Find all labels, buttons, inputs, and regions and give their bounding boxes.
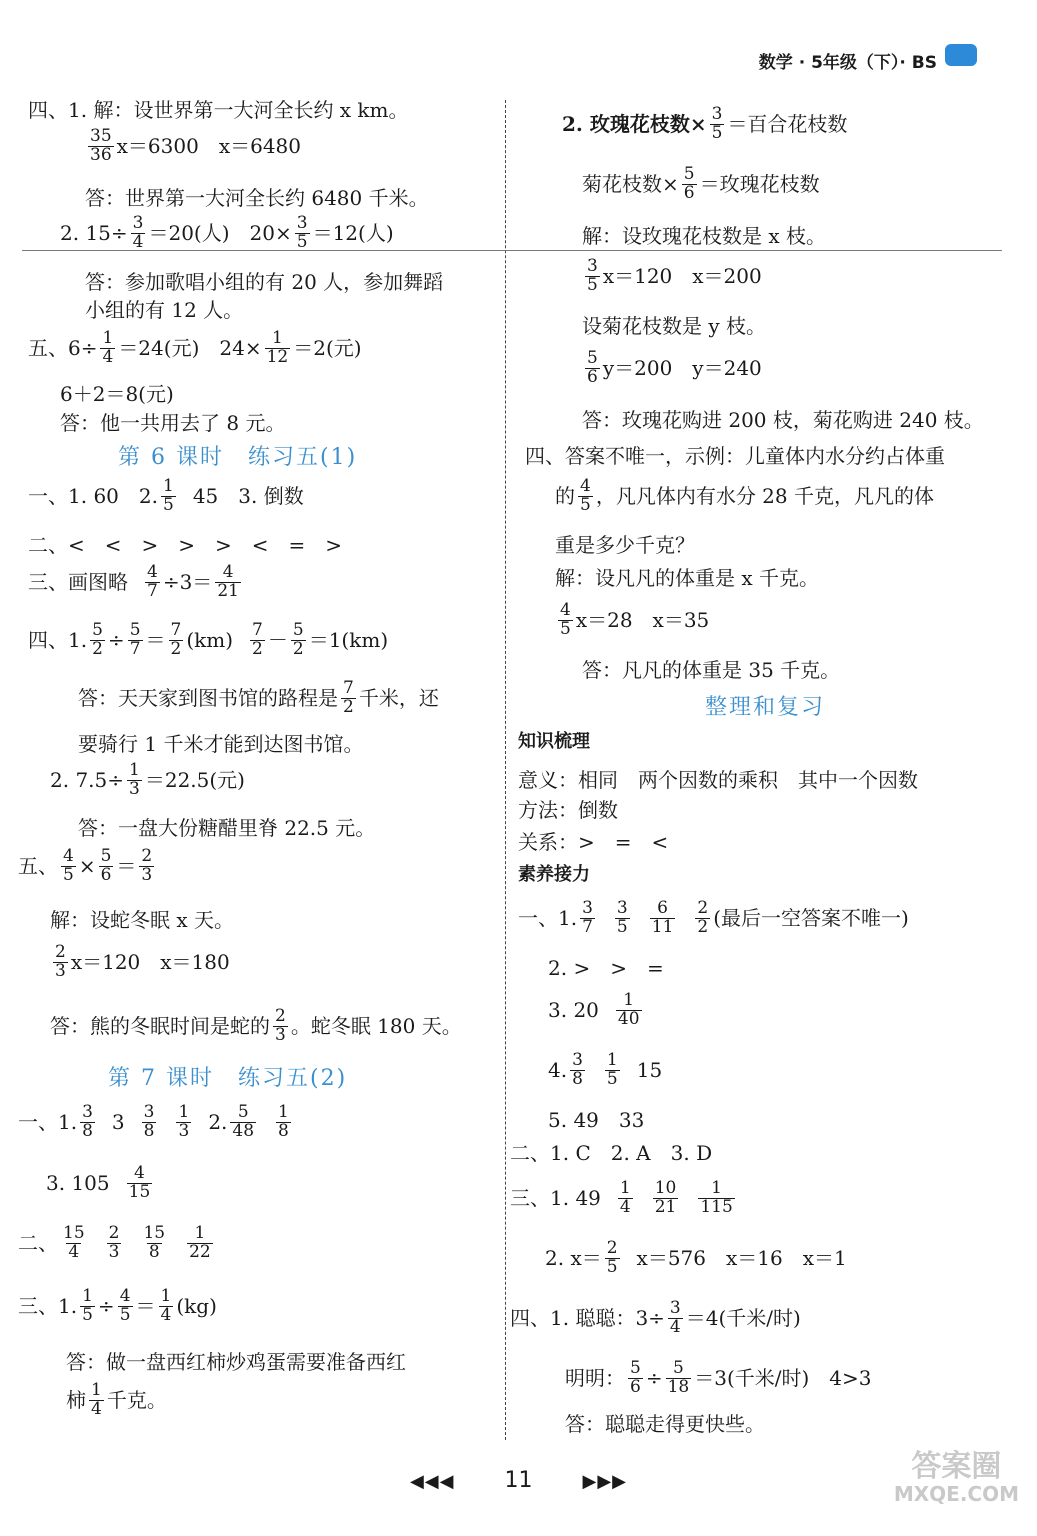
fraction: $\frac{4}{5}$ [560, 600, 571, 639]
fraction: $\frac{1}{3}$ [129, 760, 140, 799]
fraction: $\frac{3}{8}$ [572, 1050, 583, 1089]
horizontal-rule [22, 250, 1002, 251]
right-line-21: 5. 49 33 [548, 1108, 645, 1132]
fraction: $\frac{5}{6}$ [683, 164, 695, 203]
page-footer [0, 1468, 1037, 1493]
left-line-27: 柿 $\frac{1}{4}$ 千克。 [66, 1380, 167, 1419]
fraction: $\frac{3}{5}$ [616, 898, 628, 937]
fraction: $\frac{3}{5}$ [711, 104, 723, 143]
fraction: $\frac{5}{48}$ [232, 1102, 255, 1141]
fraction: $\frac{10}{21}$ [654, 1178, 677, 1217]
left-line-15: 要骑行 1 千米才能到达图书馆。 [78, 732, 364, 756]
fraction: $\frac{2}{5}$ [606, 1238, 618, 1277]
next-arrows-icon: ▶▶▶ [582, 1471, 628, 1492]
right-line-10: 重是多少千克？ [555, 533, 695, 557]
left-line-23: 3. 105 $\frac{4}{15}$ [46, 1163, 151, 1202]
left-line-10: 一、1. 60 2. $\frac{1}{5}$ 45 3. 倒数 [28, 476, 304, 515]
fraction: $\frac{1}{5}$ [606, 1050, 618, 1089]
fraction: $\frac{1}{5}$ [162, 476, 174, 515]
right-line-5: 设菊花枝数是 y 枝。 [582, 314, 767, 338]
right-line-25: 四、1. 聪聪：3÷ $\frac{3}{4}$ ＝4(千米/时) [510, 1298, 801, 1337]
left-line-20: $\frac{2}{3}$ x＝120 x＝180 [55, 942, 230, 981]
right-line-11: 解：设凡凡的体重是 x 千克。 [555, 566, 819, 590]
right-line-7: 答：玫瑰花购进 200 枝，菊花购进 240 枝。 [582, 408, 984, 432]
fraction: $\frac{5}{18}$ [667, 1358, 690, 1397]
left-line-2: $\frac{35}{36}$ x＝6300 x＝6480 [90, 126, 301, 165]
right-line-12: $\frac{4}{5}$ x＝28 x＝35 [560, 600, 710, 639]
section-title-review: 整理和复习 [705, 695, 826, 720]
fraction: $\frac{2}{3}$ [55, 942, 66, 981]
fraction: $\frac{1}{4}$ [619, 1178, 631, 1217]
left-line-18: 五、 $\frac{4}{5}$ × $\frac{5}{6}$ ＝ $\frac{2}{3}$ [18, 846, 153, 885]
column-divider [505, 100, 506, 1440]
left-line-21: 答：熊的冬眠时间是蛇的 $\frac{2}{3}$ 。蛇冬眠 180 天。 [50, 1006, 462, 1045]
right-line-17: 一、1. $\frac{3}{7}$ $\frac{3}{5}$ $\frac{6}{11}$ $\frac{2}{2}$ (最后一空答案不唯一) [518, 898, 909, 937]
fraction: $\frac{5}{6}$ [630, 1358, 641, 1397]
left-line-1: 四、1. 解：设世界第一大河全长约 x km。 [28, 98, 409, 122]
left-line-12: 三、画图略 $\frac{4}{7}$ ÷3＝ $\frac{4}{21}$ [28, 562, 239, 601]
fraction: $\frac{3}{4}$ [132, 213, 144, 252]
fraction: $\frac{3}{8}$ [82, 1102, 93, 1141]
fraction: $\frac{15}{4}$ [63, 1223, 85, 1262]
right-line-14: 意义：相同 两个因数的乘积 其中一个因数 [518, 768, 918, 792]
fraction: $\frac{1}{4}$ [160, 1286, 172, 1325]
section-title-lesson-7: 第 7 课时 练习五(2) [108, 1066, 348, 1091]
fraction: $\frac{4}{5}$ [119, 1286, 131, 1325]
left-line-4: 2. 15÷ $\frac{3}{4}$ ＝20(人) 20× $\frac{3}{5}$ ＝12(人) [60, 213, 394, 252]
left-line-5: 答：参加歌唱小组的有 20 人，参加舞蹈 [85, 270, 444, 294]
fraction: $\frac{1}{22}$ [189, 1223, 211, 1262]
left-line-11: 二、< < > > > < = > [28, 533, 343, 557]
fraction: $\frac{1}{8}$ [278, 1102, 289, 1141]
heading-knowledge-review: 知识梳理 [518, 731, 590, 752]
left-line-24: 二、 $\frac{15}{4}$ $\frac{2}{3}$ $\frac{15}{8}$ $\frac{1}{22}$ [18, 1223, 211, 1262]
fraction: $\frac{7}{2}$ [252, 620, 263, 659]
fraction: $\frac{4}{5}$ [63, 846, 74, 885]
left-line-19: 解：设蛇冬眠 x 天。 [50, 908, 234, 932]
fraction: $\frac{1}{4}$ [102, 328, 114, 367]
fraction: $\frac{2}{2}$ [697, 898, 709, 937]
right-line-3: 解：设玫瑰花枝数是 x 枝。 [582, 224, 826, 248]
fraction: $\frac{5}{2}$ [92, 620, 103, 659]
left-line-9: 答：他一共用去了 8 元。 [60, 411, 286, 435]
left-line-8: 6＋2＝8(元) [60, 382, 174, 406]
fraction: $\frac{35}{36}$ [90, 126, 112, 165]
right-line-1: 2. 玫瑰花枝数× $\frac{3}{5}$ ＝百合花枝数 [562, 104, 848, 143]
fraction: $\frac{6}{11}$ [651, 898, 674, 937]
right-line-8: 四、答案不唯一，示例：儿童体内水分约占体重 [525, 444, 945, 468]
right-line-27: 答：聪聪走得更快些。 [565, 1412, 765, 1436]
right-line-19: 3. 20 $\frac{1}{40}$ [548, 990, 640, 1029]
fraction: $\frac{5}{2}$ [292, 620, 304, 659]
right-line-23: 三、1. 49 $\frac{1}{4}$ $\frac{10}{21}$ $\frac{1}{115}$ [510, 1178, 733, 1217]
page-number: 11 [504, 1468, 533, 1493]
left-line-7: 五、6÷ $\frac{1}{4}$ ＝24(元) 24× $\frac{1}{12}$ ＝2(元) [28, 328, 362, 367]
fraction: $\frac{2}{3}$ [108, 1223, 120, 1262]
left-line-25: 三、1. $\frac{1}{5}$ ÷ $\frac{4}{5}$ ＝ $\frac{1}{4}$ (kg) [18, 1286, 217, 1325]
right-line-24: 2. x＝ $\frac{2}{5}$ x＝576 x＝16 x＝1 [545, 1238, 847, 1277]
fraction: $\frac{7}{2}$ [343, 678, 354, 717]
right-line-15: 方法：倒数 [518, 798, 618, 822]
fraction: $\frac{2}{3}$ [275, 1006, 286, 1045]
fraction: $\frac{4}{15}$ [128, 1163, 151, 1202]
fraction: $\frac{4}{21}$ [217, 562, 239, 601]
right-line-13: 答：凡凡的体重是 35 千克。 [582, 658, 841, 682]
fraction: $\frac{4}{5}$ [580, 476, 591, 515]
fraction: $\frac{5}{6}$ [100, 846, 112, 885]
fraction: $\frac{5}{7}$ [129, 620, 141, 659]
right-line-26: 明明： $\frac{5}{6}$ ÷ $\frac{5}{18}$ ＝3(千米/时) 4>3 [565, 1358, 872, 1397]
fraction: $\frac{3}{5}$ [296, 213, 308, 252]
heading-skills-relay: 素养接力 [518, 864, 590, 885]
fraction: $\frac{2}{3}$ [141, 846, 153, 885]
page-header: 数学 · 5年级（下）· BS [758, 53, 937, 73]
right-line-2: 菊花枝数× $\frac{5}{6}$ ＝玫瑰花枝数 [582, 164, 820, 203]
left-line-3: 答：世界第一大河全长约 6480 千米。 [85, 186, 429, 210]
watermark: 答案圈 MXQE.COM [893, 1449, 1019, 1506]
fraction: $\frac{1}{3}$ [178, 1102, 190, 1141]
book-logo-icon [945, 44, 977, 66]
right-line-20: 4. $\frac{3}{8}$ $\frac{1}{5}$ 15 [548, 1050, 663, 1089]
right-line-16: 关系：> = < [518, 830, 669, 854]
left-line-6: 小组的有 12 人。 [85, 298, 244, 322]
fraction: $\frac{1}{5}$ [82, 1286, 93, 1325]
fraction: $\frac{7}{2}$ [170, 620, 182, 659]
fraction: $\frac{3}{7}$ [582, 898, 593, 937]
fraction: $\frac{15}{8}$ [143, 1223, 166, 1262]
left-line-13: 四、1. $\frac{5}{2}$ ÷ $\frac{5}{7}$ ＝ $\frac{7}{2}$ (km) $\frac{7}{2}$ － $\frac{5}{2}$ ＝1(km) [28, 620, 389, 659]
fraction: $\frac{1}{40}$ [617, 990, 640, 1029]
left-line-14: 答：天天家到图书馆的路程是 $\frac{7}{2}$ 千米，还 [78, 678, 439, 717]
right-line-6: $\frac{5}{6}$ y＝200 y＝240 [587, 348, 762, 387]
right-line-4: $\frac{3}{5}$ x＝120 x＝200 [587, 256, 762, 295]
right-line-22: 二、1. C 2. A 3. D [510, 1141, 713, 1165]
right-line-9: 的 $\frac{4}{5}$ ，凡凡体内有水分 28 千克，凡凡的体 [555, 476, 934, 515]
left-line-22: 一、1. $\frac{3}{8}$ 3 $\frac{3}{8}$ $\frac{1}{3}$ 2. $\frac{5}{48}$ $\frac{1}{8}$ [18, 1102, 289, 1141]
prev-arrows-icon: ◀◀◀ [409, 1471, 455, 1492]
right-line-18: 2. > > = [548, 956, 664, 980]
fraction: $\frac{3}{4}$ [669, 1298, 681, 1337]
fraction: $\frac{3}{8}$ [143, 1102, 155, 1141]
fraction: $\frac{1}{115}$ [700, 1178, 733, 1217]
fraction: $\frac{1}{4}$ [91, 1380, 102, 1419]
left-line-17: 答：一盘大份糖醋里脊 22.5 元。 [78, 816, 376, 840]
section-title-lesson-6: 第 6 课时 练习五(1) [118, 445, 358, 470]
fraction: $\frac{1}{12}$ [266, 328, 289, 367]
fraction: $\frac{4}{7}$ [147, 562, 158, 601]
fraction: $\frac{3}{5}$ [587, 256, 598, 295]
left-line-16: 2. 7.5÷ $\frac{1}{3}$ ＝22.5(元) [50, 760, 245, 799]
left-line-26: 答：做一盘西红柿炒鸡蛋需要准备西红 [66, 1350, 406, 1374]
fraction: $\frac{5}{6}$ [587, 348, 598, 387]
